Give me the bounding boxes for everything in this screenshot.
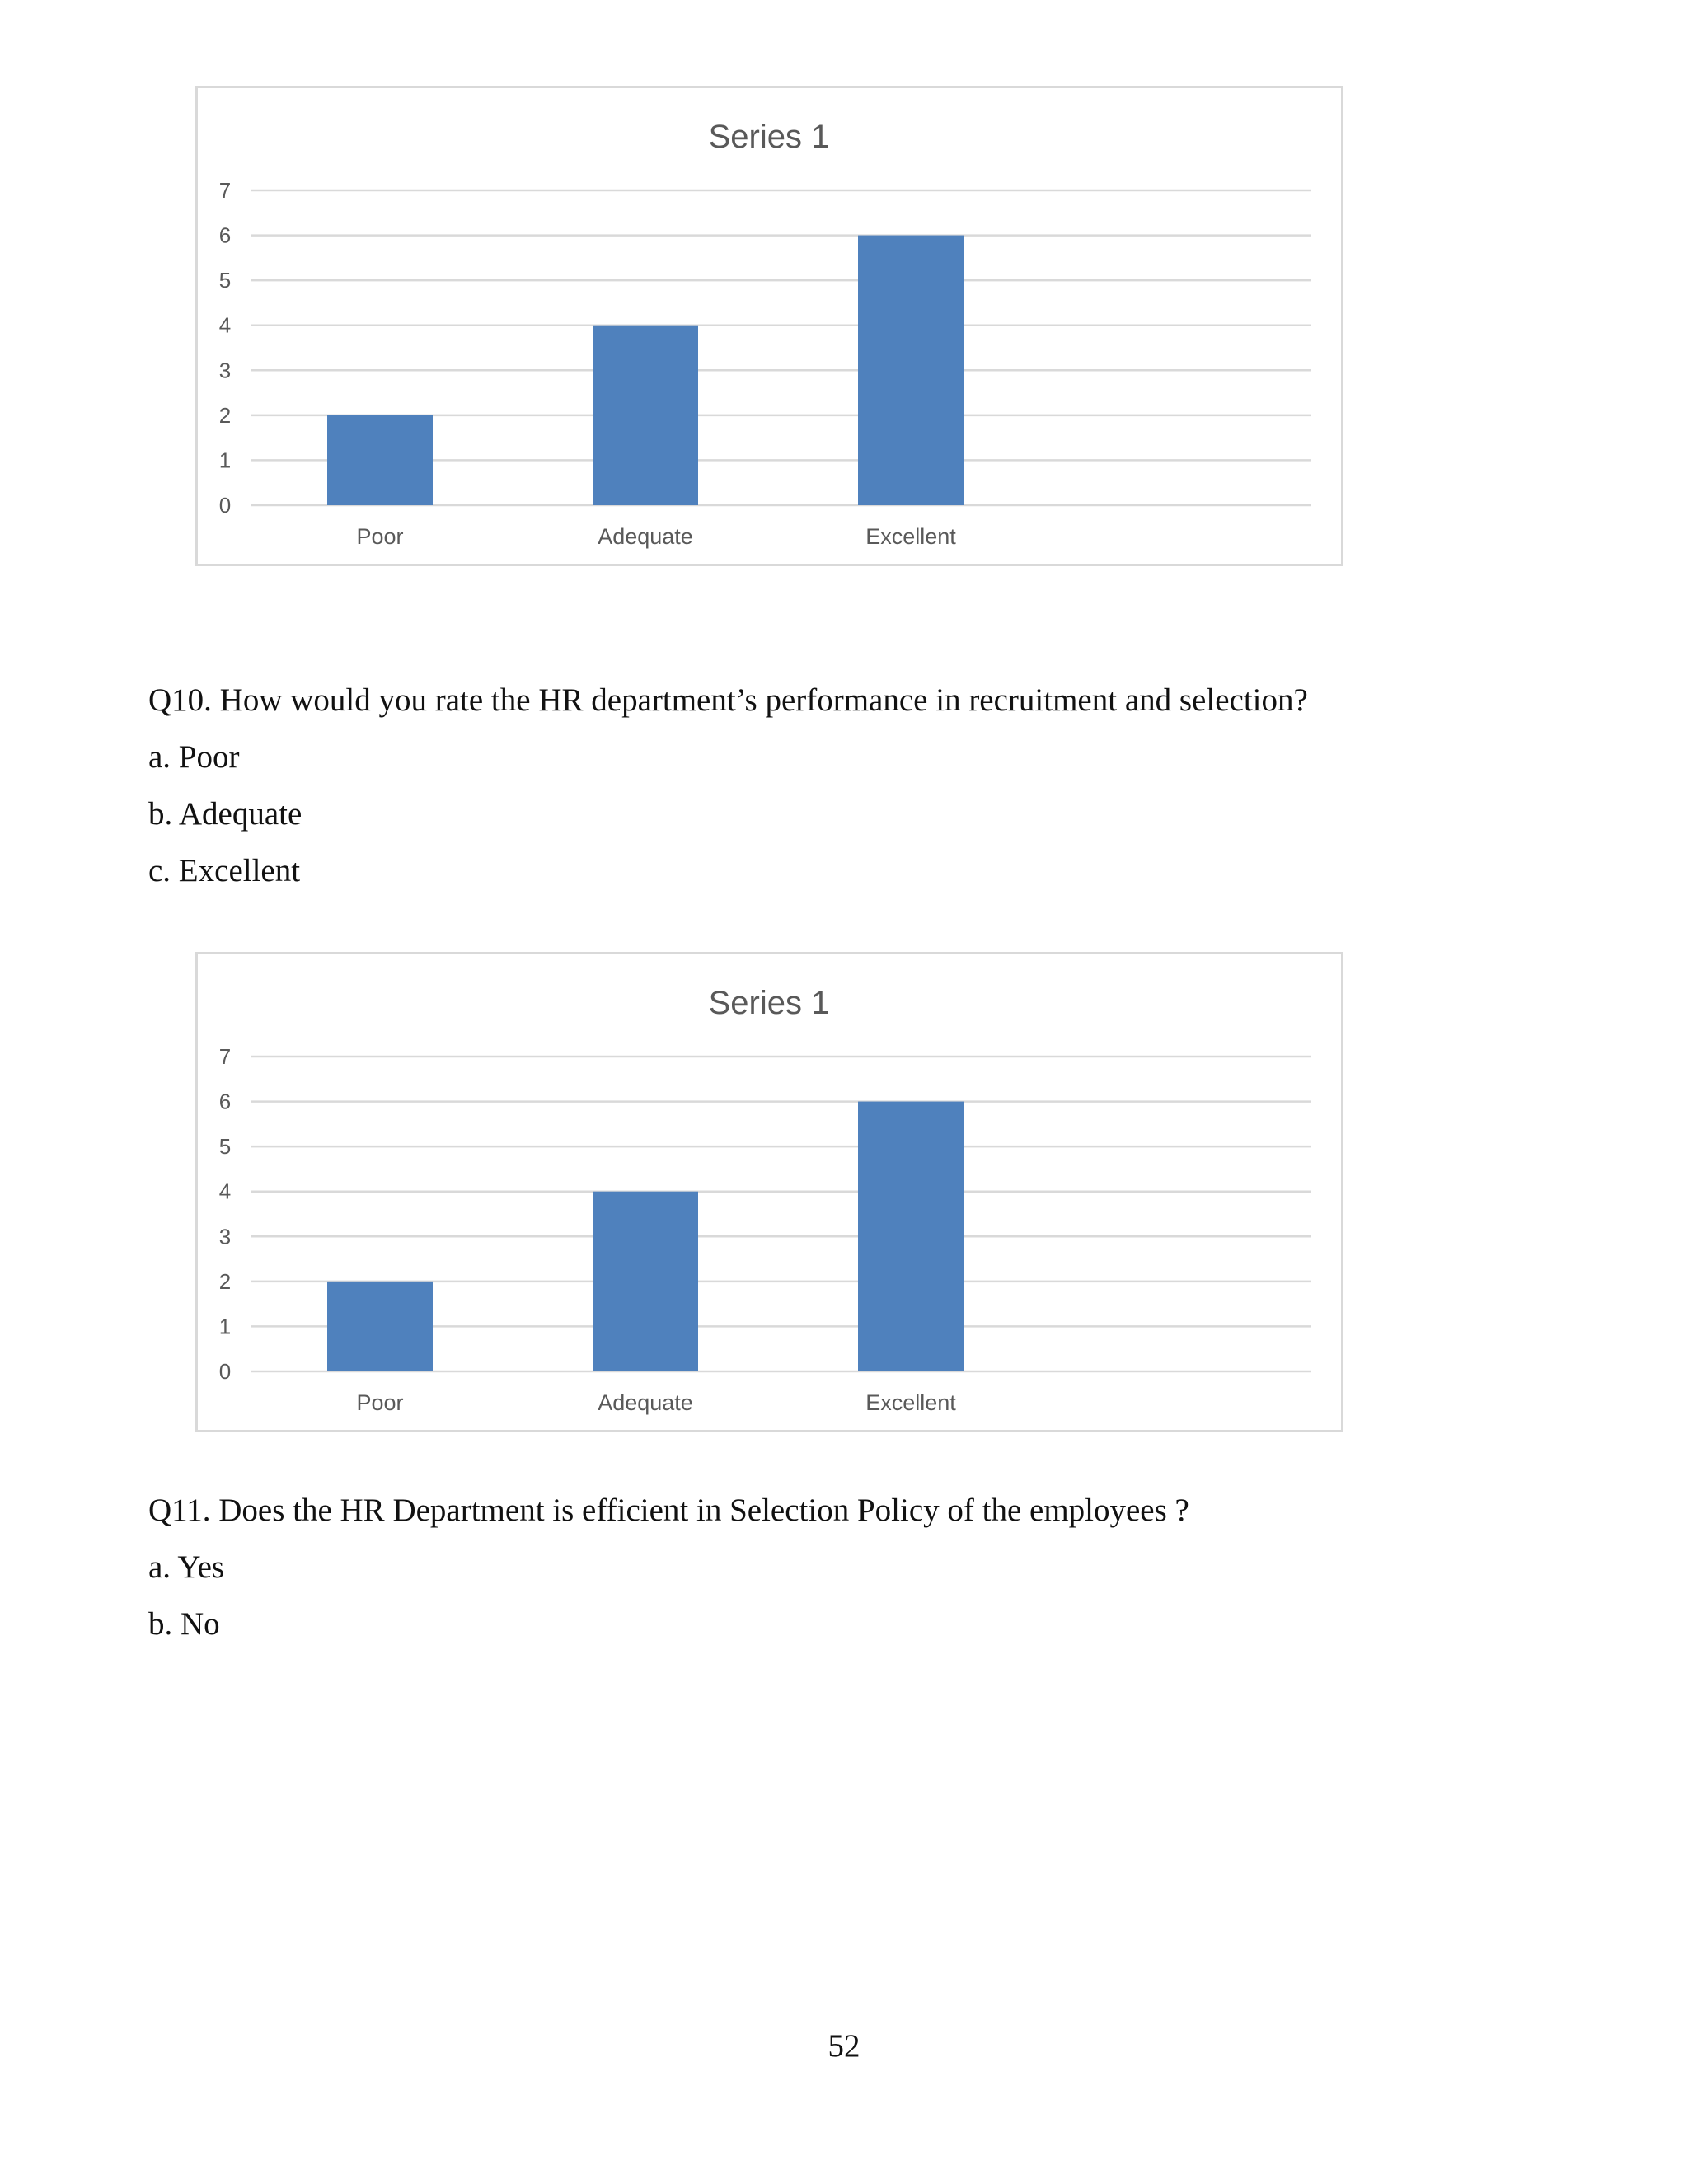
q10-question: Q10. How would you rate the HR department’s performance in recruitment and selection? (148, 682, 1308, 718)
q11-option-a: a. Yes (148, 1549, 225, 1585)
page-number: 52 (828, 2028, 860, 2064)
x-tick-label: Adequate (598, 524, 693, 549)
y-tick-label: 4 (218, 312, 232, 338)
chart-1-svg (198, 88, 1341, 564)
bar-adequate (593, 1192, 698, 1371)
y-tick-label: 0 (218, 493, 232, 518)
x-tick-label: Poor (356, 1390, 404, 1415)
bar-adequate (593, 326, 698, 505)
y-tick-label: 5 (218, 1134, 232, 1160)
x-tick-label: Poor (356, 524, 404, 549)
chart-title: Series 1 (708, 985, 830, 1021)
x-tick-label: Excellent (865, 524, 956, 549)
q10-option-b: b. Adequate (148, 796, 302, 832)
y-tick-label: 6 (218, 223, 232, 248)
chart-title: Series 1 (708, 119, 830, 155)
x-tick-label: Adequate (598, 1390, 693, 1415)
y-tick-label: 3 (218, 358, 232, 383)
y-tick-label: 4 (218, 1179, 232, 1204)
bar-poor (327, 1282, 433, 1371)
y-tick-label: 3 (218, 1224, 232, 1249)
y-tick-label: 1 (218, 448, 232, 473)
q10-option-a: a. Poor (148, 739, 240, 775)
q11-question: Q11. Does the HR Department is efficient in Selection Policy of the employees ? (148, 1493, 1189, 1528)
y-tick-label: 0 (218, 1359, 232, 1384)
bar-excellent (858, 236, 964, 505)
y-tick-label: 6 (218, 1089, 232, 1114)
y-tick-label: 5 (218, 268, 232, 293)
y-tick-label: 7 (218, 178, 232, 203)
y-tick-label: 7 (218, 1044, 232, 1069)
q10-option-c: c. Excellent (148, 853, 301, 888)
q11-option-b: b. No (148, 1606, 220, 1642)
y-tick-label: 1 (218, 1314, 232, 1339)
chart-2-svg (198, 954, 1341, 1430)
bar-chart-1 (195, 86, 1343, 566)
y-tick-label: 2 (218, 402, 232, 428)
bar-poor (327, 415, 433, 505)
y-tick-label: 2 (218, 1268, 232, 1294)
x-tick-label: Excellent (865, 1390, 956, 1415)
bar-excellent (858, 1102, 964, 1371)
bar-chart-2 (195, 952, 1343, 1432)
